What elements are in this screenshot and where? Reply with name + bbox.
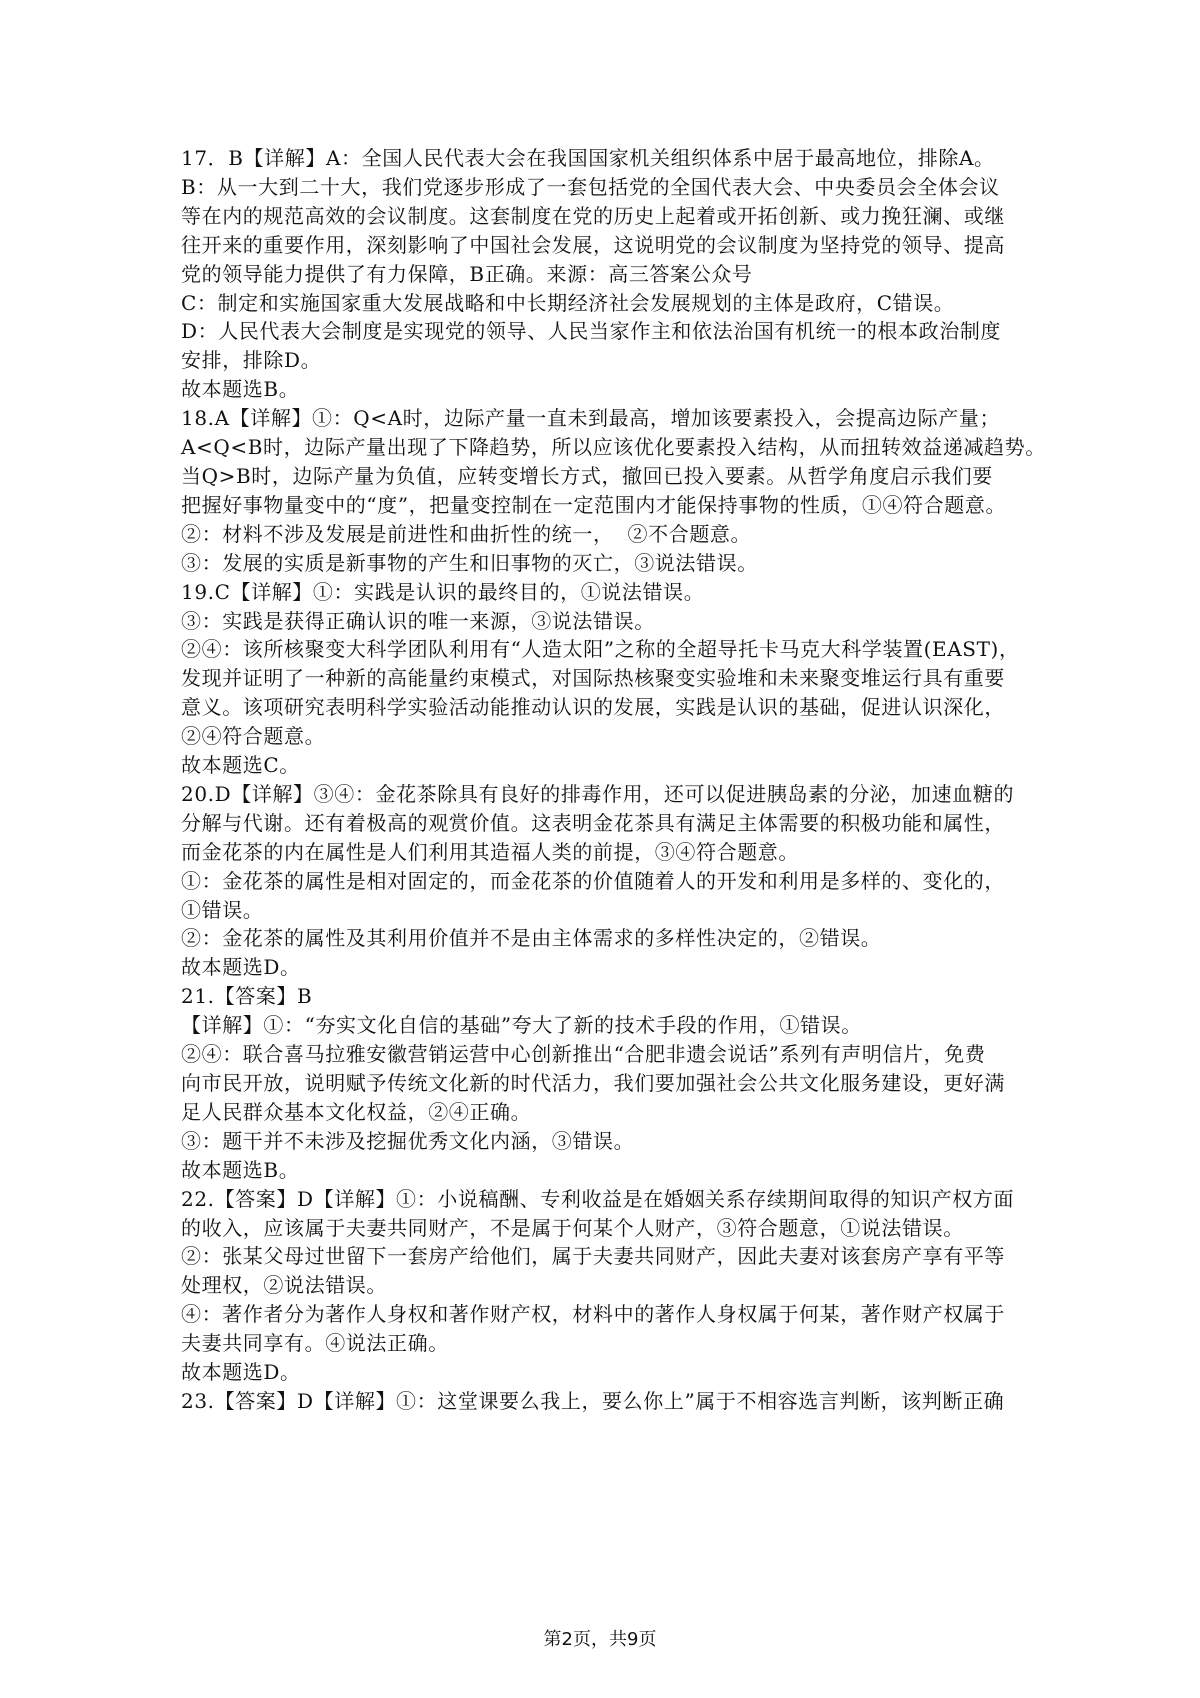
text-line: ③：题干并不未涉及挖掘优秀文化内涵，③错误。 (181, 1128, 635, 1153)
text-line: 处理权，②说法错误。 (181, 1273, 387, 1298)
text-line: 故本题选B。 (181, 377, 300, 402)
text-line: 往开来的重要作用，深刻影响了中国社会发展，这说明党的会议制度为坚持党的领导、提高 (181, 232, 1005, 257)
text-line: 把握好事物量变中的“度”，把量变控制在一定范围内才能保持事物的性质，①④符合题意。 (181, 492, 1007, 517)
text-line: A<Q<B时，边际产量出现了下降趋势，所以应该优化要素投入结构，从而扭转效益递减趋势。 (181, 435, 1046, 460)
text-line: 19.C【详解】①：实践是认识的最终目的，①说法错误。 (181, 579, 705, 604)
text-line: 20.D【详解】③④：金花茶除具有良好的排毒作用，还可以促进胰岛素的分泌，加速血糖的 (181, 781, 1015, 806)
text-line: 21.【答案】B (181, 984, 313, 1009)
text-line: ②：张某父母过世留下一套房产给他们，属于夫妻共同财产，因此夫妻对该套房产享有平等 (181, 1244, 1005, 1269)
text-line: ②：金花茶的属性及其利用价值并不是由主体需求的多样性决定的，②错误。 (181, 926, 882, 951)
text-line: ③：发展的实质是新事物的产生和旧事物的灭亡，③说法错误。 (181, 550, 758, 575)
text-line: 发现并证明了一种新的高能量约束模式，对国际热核聚变实验堆和未来聚变堆运行具有重要 (181, 666, 1005, 691)
text-line: 安排，排除D。 (181, 348, 322, 373)
text-line: ③：实践是获得正确认识的唯一来源，③说法错误。 (181, 608, 655, 633)
text-line: 的收入，应该属于夫妻共同财产，不是属于何某个人财产，③符合题意，①说法错误。 (181, 1215, 964, 1240)
text-line: B：从一大到二十大，我们党逐步形成了一套包括党的全国代表大会、中央委员会全体会议 (181, 174, 1000, 199)
text-line: 分解与代谢。还有着极高的观赏价值。这表明金花茶具有满足主体需要的积极功能和属性， (181, 810, 1005, 835)
text-line: 意义。该项研究表明科学实验活动能推动认识的发展，实践是认识的基础，促进认识深化， (181, 695, 1005, 720)
text-line: 等在内的规范高效的会议制度。这套制度在党的历史上起着或开拓创新、或力挽狂澜、或继 (181, 203, 1005, 228)
text-line: 故本题选D。 (181, 955, 301, 980)
text-line: 而金花茶的内在属性是人们利用其造福人类的前提，③④符合题意。 (181, 839, 799, 864)
text-line: 故本题选B。 (181, 1157, 300, 1182)
text-line: 故本题选C。 (181, 753, 300, 778)
text-line: ②④：联合喜马拉雅安徽营销运营中心创新推出“合肥非遗会说话”系列有声明信片，免费 (181, 1042, 986, 1067)
text-line: 23.【答案】D【详解】①：这堂课要么我上，要么你上”属于不相容选言判断，该判断正确 (181, 1388, 1005, 1413)
text-line: 故本题选D。 (181, 1360, 301, 1385)
text-line: ④：著作者分为著作人身权和著作财产权，材料中的著作人身权属于何某，著作财产权属于 (181, 1302, 1005, 1327)
text-line: 当Q>B时，边际产量为负值，应转变增长方式，撤回已投入要素。从哲学角度启示我们要 (181, 463, 993, 488)
text-line: ②④符合题意。 (181, 724, 326, 749)
text-line: ①：金花茶的属性是相对固定的，而金花茶的价值随着人的开发和利用是多样的、变化的， (181, 868, 1005, 893)
text-line: ②④：该所核聚变大科学团队利用有“人造太阳”之称的全超导托卡马克大科学装置(EAST)， (181, 637, 1020, 662)
text-line: 18.A【详解】①：Q<A时，边际产量一直未到最高，增加该要素投入，会提高边际产量； (181, 406, 1001, 431)
text-line: D：人民代表大会制度是实现党的领导、人民当家作主和依法治国有机统一的根本政治制度 (181, 319, 1002, 344)
text-line: 党的领导能力提供了有力保障，B正确。来源：高三答案公众号 (181, 261, 753, 286)
page-number-footer: 第2页，共9页 (543, 1629, 657, 1650)
answer-explanations (181, 144, 1046, 1416)
text-line: 22.【答案】D【详解】①：小说稿酬、专利收益是在婚姻关系存续期间取得的知识产权方面 (181, 1186, 1015, 1211)
text-line: C：制定和实施国家重大发展战略和中长期经济社会发展规划的主体是政府，C错误。 (181, 290, 955, 315)
text-line: ②：材料不涉及发展是前进性和曲折性的统一， ②不合题意。 (181, 521, 752, 546)
text-line: ①错误。 (181, 897, 264, 922)
text-line: 足人民群众基本文化权益，②④正确。 (181, 1099, 532, 1124)
text-line: 【详解】①：“夯实文化自信的基础”夸大了新的技术手段的作用，①错误。 (181, 1013, 862, 1038)
text-line: 夫妻共同享有。④说法正确。 (181, 1331, 449, 1356)
text-line: 向市民开放，说明赋予传统文化新的时代活力，我们要加强社会公共文化服务建设，更好满 (181, 1071, 1005, 1095)
text-line: 17．B【详解】A：全国人民代表大会在我国国家机关组织体系中居于最高地位，排除A。 (181, 146, 995, 170)
